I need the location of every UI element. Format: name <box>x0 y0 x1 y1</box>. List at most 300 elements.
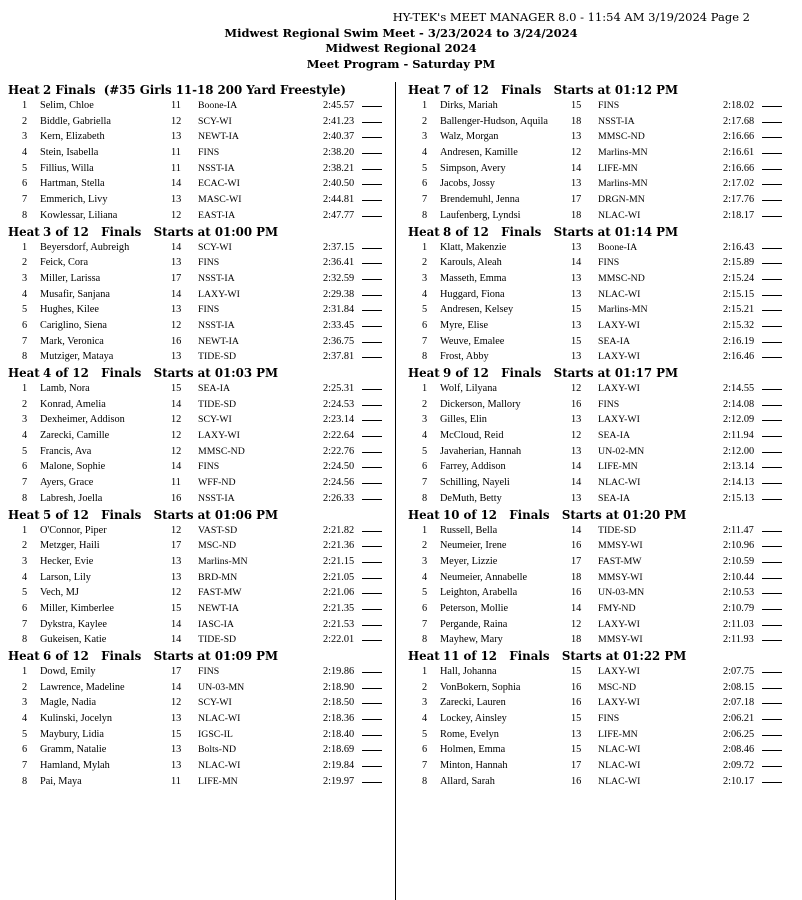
swimmer-age: 12 <box>171 445 182 457</box>
team-code: FAST-MW <box>198 587 242 599</box>
final-time-blank <box>362 334 382 343</box>
seed-time: 2:10.96 <box>723 540 755 552</box>
heat-title <box>408 507 793 523</box>
final-time-blank <box>362 129 382 138</box>
swimmer-row <box>408 695 793 711</box>
swimmer-age: 12 <box>171 209 182 221</box>
swimmer-row <box>408 758 793 774</box>
swimmer-row <box>8 381 393 397</box>
lane-number: 2 <box>422 540 428 552</box>
heat-label: Heat <box>8 83 40 97</box>
seed-time: 2:15.13 <box>723 492 755 504</box>
seed-time: 2:06.25 <box>723 728 755 740</box>
lane-number: 5 <box>422 728 428 740</box>
final-time-blank <box>362 176 382 185</box>
swimmer-row <box>8 475 393 491</box>
lane-number: 4 <box>22 288 28 300</box>
swimmer-age: 14 <box>571 257 582 269</box>
swimmer-name: Dykstra, Kaylee <box>40 618 107 630</box>
swimmer-age: 16 <box>571 681 582 693</box>
final-time-blank <box>762 570 782 579</box>
swimmer-age: 14 <box>571 162 582 174</box>
team-code: SEA-IA <box>598 335 631 347</box>
swimmer-age: 14 <box>171 398 182 410</box>
swimmer-age: 17 <box>171 540 182 552</box>
final-time-blank <box>762 381 782 390</box>
final-time-blank <box>762 161 782 170</box>
seed-time: 2:17.76 <box>723 194 755 206</box>
swimmer-age: 14 <box>171 461 182 473</box>
final-time-blank <box>362 758 382 767</box>
swimmer-age: 15 <box>171 728 182 740</box>
swimmer-name: Klatt, Makenzie <box>440 241 507 253</box>
swimmer-age: 12 <box>171 319 182 331</box>
swimmer-age: 13 <box>171 351 182 363</box>
swimmer-row <box>408 632 793 648</box>
swimmer-row <box>8 758 393 774</box>
heat-label: Heat <box>8 649 40 663</box>
heat-block <box>408 224 793 366</box>
seed-time: 2:11.03 <box>723 618 754 630</box>
swimmer-name: Pergande, Raina <box>440 618 508 630</box>
team-code: ECAC-WI <box>198 178 240 190</box>
swimmer-age: 15 <box>571 100 582 111</box>
heat-block <box>8 507 393 649</box>
swimmer-name: Zarecki, Camille <box>40 430 110 442</box>
team-code: MMSY-WI <box>598 571 643 583</box>
final-time-blank <box>362 145 382 154</box>
seed-time: 2:15.24 <box>723 272 755 284</box>
swimmer-name: Schilling, Nayeli <box>440 477 510 489</box>
swimmer-name: Kowlessar, Liliana <box>40 209 118 221</box>
final-time-blank <box>762 680 782 689</box>
meet-title: Midwest Regional Swim Meet - 3/23/2024 to 3/24/2024 <box>224 26 578 40</box>
team-code: LAXY-WI <box>198 430 240 442</box>
swimmer-row <box>408 601 793 617</box>
swimmer-age: 14 <box>171 288 182 300</box>
team-code: NEWT-IA <box>198 131 239 143</box>
seed-time: 2:21.82 <box>323 524 355 536</box>
swimmer-age: 17 <box>171 666 182 677</box>
final-time-blank <box>362 381 382 390</box>
heat-description: 5 of 12 Finals Starts at 01:06 PM <box>43 507 279 522</box>
lane-number: 2 <box>22 681 28 693</box>
heat-description: 9 of 12 Finals Starts at 01:17 PM <box>443 366 679 380</box>
swimmer-row <box>8 271 393 287</box>
swimmer-name: Miller, Larissa <box>40 272 101 284</box>
swimmer-name: Rome, Evelyn <box>440 728 499 740</box>
swimmer-age: 13 <box>171 304 182 316</box>
swimmer-row <box>408 176 793 192</box>
team-code: NLAC-WI <box>598 288 641 300</box>
swimmer-name: Hecker, Evie <box>40 555 94 567</box>
lane-number: 3 <box>22 272 28 284</box>
seed-time: 2:31.84 <box>323 304 355 316</box>
swimmer-name: Myre, Elise <box>440 319 489 331</box>
team-code: FINS <box>598 257 620 269</box>
team-code: MMSC-ND <box>598 272 645 284</box>
swimmer-row <box>408 349 793 365</box>
swimmer-row <box>8 491 393 507</box>
swimmer-row <box>8 711 393 727</box>
swimmer-name: Andresen, Kamille <box>440 147 518 159</box>
team-code: FINS <box>198 257 220 269</box>
swimmer-name: Biddle, Gabriella <box>40 115 111 127</box>
swimmer-name: Magle, Nadia <box>40 697 97 709</box>
swimmer-age: 16 <box>171 492 182 504</box>
seed-time: 2:06.21 <box>723 713 755 725</box>
seed-time: 2:13.14 <box>723 461 755 473</box>
final-time-blank <box>362 271 382 280</box>
lane-number: 2 <box>22 115 28 127</box>
heat-title <box>8 365 393 381</box>
final-time-blank <box>362 711 382 720</box>
swimmer-age: 13 <box>171 744 182 756</box>
heat-description: 4 of 12 Finals Starts at 01:03 PM <box>43 366 279 380</box>
seed-time: 2:25.31 <box>323 383 355 394</box>
lane-number: 2 <box>422 398 428 410</box>
swimmer-age: 15 <box>171 602 182 614</box>
final-time-blank <box>762 412 782 421</box>
swimmer-row <box>408 114 793 130</box>
seed-time: 2:33.45 <box>323 319 355 331</box>
swimmer-age: 18 <box>571 571 582 583</box>
final-time-blank <box>762 255 782 264</box>
swimmer-age: 13 <box>171 713 182 725</box>
team-code: FINS <box>598 713 620 725</box>
seed-time: 2:37.15 <box>323 241 355 253</box>
lane-number: 8 <box>422 492 428 504</box>
swimmer-name: Farrey, Addison <box>440 461 506 473</box>
lane-number: 5 <box>22 587 28 599</box>
swimmer-name: Holmen, Emma <box>440 744 506 756</box>
swimmer-name: Simpson, Avery <box>440 162 506 174</box>
lane-number: 6 <box>422 602 428 614</box>
seed-time: 2:36.75 <box>323 335 355 347</box>
final-time-blank <box>762 632 782 641</box>
swimmer-name: Emmerich, Livy <box>40 194 108 206</box>
final-time-blank <box>362 349 382 358</box>
final-time-blank <box>762 554 782 563</box>
team-code: MSC-ND <box>198 540 237 552</box>
swimmer-row <box>408 145 793 161</box>
swimmer-age: 12 <box>171 524 182 536</box>
final-time-blank <box>762 192 782 201</box>
swimmer-age: 13 <box>171 257 182 269</box>
lane-number: 6 <box>22 744 28 756</box>
swimmer-row <box>408 255 793 271</box>
heat-description: 3 of 12 Finals Starts at 01:00 PM <box>43 224 279 239</box>
heat-block <box>8 365 393 507</box>
lane-number: 3 <box>422 272 428 284</box>
lane-number: 7 <box>22 335 28 347</box>
seed-time: 2:40.50 <box>323 178 355 190</box>
team-code: VAST-SD <box>198 524 238 536</box>
swimmer-row <box>408 617 793 633</box>
swimmer-row <box>8 349 393 365</box>
swimmer-age: 17 <box>571 760 582 772</box>
seed-time: 2:24.53 <box>323 398 355 410</box>
swimmer-row <box>408 318 793 334</box>
heat-description: 8 of 12 Finals Starts at 01:14 PM <box>443 224 679 239</box>
final-time-blank <box>362 680 382 689</box>
final-time-blank <box>762 523 782 532</box>
final-time-blank <box>762 428 782 437</box>
lane-number: 6 <box>22 602 28 614</box>
seed-time: 2:11.94 <box>723 430 754 442</box>
swimmer-row <box>408 523 793 539</box>
lane-number: 2 <box>422 115 428 127</box>
swimmer-name: Dexheimer, Addison <box>40 414 125 426</box>
team-code: LAXY-WI <box>598 383 640 394</box>
swimmer-row <box>408 570 793 586</box>
swimmer-age: 13 <box>571 414 582 426</box>
seed-time: 2:16.66 <box>723 131 755 143</box>
swimmer-age: 16 <box>571 540 582 552</box>
seed-time: 2:21.15 <box>323 555 355 567</box>
seed-time: 2:18.40 <box>323 728 355 740</box>
team-code: MSC-ND <box>598 681 637 693</box>
seed-time: 2:18.17 <box>723 209 755 221</box>
team-code: NLAC-WI <box>598 760 641 772</box>
swimmer-name: Gilles, Elin <box>440 414 487 426</box>
lane-number: 1 <box>22 241 28 253</box>
team-code: Boone-IA <box>198 100 238 111</box>
final-time-blank <box>762 585 782 594</box>
final-time-blank <box>362 240 382 249</box>
swimmer-name: Kern, Elizabeth <box>40 131 105 143</box>
final-time-blank <box>762 774 782 783</box>
seed-time: 2:15.15 <box>723 288 755 300</box>
team-code: Marlins-MN <box>198 555 248 567</box>
team-code: BRD-MN <box>198 571 238 583</box>
swimmer-age: 13 <box>171 131 182 143</box>
lane-number: 1 <box>422 383 428 394</box>
swimmer-row <box>408 491 793 507</box>
team-code: SCY-WI <box>198 241 232 253</box>
swimmer-name: Feick, Cora <box>40 257 89 269</box>
swimmer-age: 13 <box>571 272 582 284</box>
seed-time: 2:16.61 <box>723 147 755 159</box>
swimmer-age: 12 <box>171 587 182 599</box>
final-time-blank <box>762 240 782 249</box>
swimmer-row <box>8 287 393 303</box>
swimmer-age: 15 <box>571 335 582 347</box>
team-code: LAXY-WI <box>198 288 240 300</box>
swimmer-name: O'Connor, Piper <box>40 524 107 536</box>
team-code: FAST-MW <box>598 555 642 567</box>
swimmer-age: 13 <box>571 351 582 363</box>
swimmer-age: 16 <box>571 697 582 709</box>
final-time-blank <box>362 774 382 783</box>
swimmer-row <box>408 538 793 554</box>
swimmer-row <box>408 240 793 256</box>
seed-time: 2:41.23 <box>323 115 355 127</box>
final-time-blank <box>362 397 382 406</box>
swimmer-age: 13 <box>171 760 182 772</box>
lane-number: 1 <box>22 524 28 536</box>
final-time-blank <box>762 727 782 736</box>
team-code: FINS <box>198 147 220 159</box>
lane-number: 8 <box>422 351 428 363</box>
swimmer-row <box>408 727 793 743</box>
seed-time: 2:14.13 <box>723 477 755 489</box>
swimmer-age: 18 <box>571 115 582 127</box>
seed-time: 2:16.46 <box>723 351 755 363</box>
team-code: LAXY-WI <box>598 666 640 677</box>
swimmer-row <box>8 570 393 586</box>
final-time-blank <box>762 742 782 751</box>
lane-number: 3 <box>22 131 28 143</box>
heat-label: Heat <box>408 366 440 380</box>
swimmer-name: Neumeier, Annabelle <box>440 571 528 583</box>
seed-time: 2:19.86 <box>323 666 355 677</box>
lane-number: 4 <box>422 430 428 442</box>
final-time-blank <box>762 601 782 610</box>
team-code: NEWT-IA <box>198 602 239 614</box>
swimmer-name: Musafir, Sanjana <box>40 288 110 300</box>
lane-number: 4 <box>22 147 28 159</box>
swimmer-row <box>408 428 793 444</box>
lane-number: 6 <box>422 744 428 756</box>
swimmer-age: 16 <box>571 775 582 787</box>
swimmer-name: Larson, Lily <box>40 571 91 583</box>
swimmer-name: Francis, Ava <box>40 445 92 457</box>
seed-time: 2:21.53 <box>323 618 355 630</box>
lane-number: 4 <box>22 430 28 442</box>
swimmer-name: Hamland, Mylah <box>40 760 110 772</box>
seed-time: 2:18.02 <box>723 100 755 111</box>
team-code: MMSC-ND <box>598 131 645 143</box>
seed-time: 2:14.55 <box>723 383 755 394</box>
swimmer-row <box>8 727 393 743</box>
swimmer-name: Laufenberg, Lyndsi <box>440 209 521 221</box>
swimmer-row <box>8 302 393 318</box>
lane-number: 3 <box>22 414 28 426</box>
team-code: NSST-IA <box>198 319 235 331</box>
swimmer-row <box>8 318 393 334</box>
swimmer-age: 15 <box>571 744 582 756</box>
seed-time: 2:12.00 <box>723 445 755 457</box>
swimmer-name: Hughes, Kilee <box>40 304 99 316</box>
seed-time: 2:07.75 <box>723 666 755 677</box>
team-code: MASC-WI <box>198 194 242 206</box>
team-code: SEA-IA <box>598 430 631 442</box>
final-time-blank <box>762 491 782 500</box>
seed-time: 2:19.84 <box>323 760 355 772</box>
final-time-blank <box>362 727 382 736</box>
team-code: UN-03-MN <box>598 587 645 599</box>
seed-time: 2:11.47 <box>723 524 754 536</box>
seed-time: 2:18.36 <box>323 713 355 725</box>
swimmer-age: 13 <box>171 571 182 583</box>
team-code: TIDE-SD <box>198 634 237 646</box>
lane-number: 2 <box>22 540 28 552</box>
final-time-blank <box>762 114 782 123</box>
swimmer-age: 15 <box>571 666 582 677</box>
heat-block <box>408 365 793 507</box>
swimmer-name: Zarecki, Lauren <box>440 697 506 709</box>
seed-time: 2:21.36 <box>323 540 355 552</box>
swimmer-age: 13 <box>171 194 182 206</box>
seed-time: 2:32.59 <box>323 272 355 284</box>
heat-block <box>8 224 393 366</box>
swimmer-age: 13 <box>571 178 582 190</box>
seed-time: 2:12.09 <box>723 414 755 426</box>
final-time-blank <box>362 208 382 217</box>
swimmer-name: Gramm, Natalie <box>40 744 107 756</box>
swimmer-row <box>8 176 393 192</box>
team-code: IASC-IA <box>198 618 234 630</box>
seed-time: 2:10.17 <box>723 775 755 787</box>
lane-number: 2 <box>22 257 28 269</box>
swimmer-name: Selim, Chloe <box>40 100 94 111</box>
final-time-blank <box>362 538 382 547</box>
team-code: FINS <box>198 461 220 473</box>
program-title: Meet Program - Saturday PM <box>306 57 496 71</box>
team-code: NLAC-WI <box>598 744 641 756</box>
swimmer-name: Labresh, Joella <box>40 492 103 504</box>
lane-number: 7 <box>422 477 428 489</box>
swimmer-name: Wolf, Lilyana <box>440 383 497 394</box>
lane-number: 7 <box>422 335 428 347</box>
swimmer-name: Karouls, Aleah <box>440 257 502 269</box>
swimmer-row <box>8 459 393 475</box>
team-code: FINS <box>598 398 620 410</box>
swimmer-age: 17 <box>171 272 182 284</box>
lane-number: 1 <box>22 100 28 111</box>
lane-number: 1 <box>22 383 28 394</box>
swimmer-row <box>8 161 393 177</box>
final-time-blank <box>762 287 782 296</box>
seed-time: 2:23.14 <box>323 414 355 426</box>
swimmer-row <box>408 397 793 413</box>
seed-time: 2:10.79 <box>723 602 755 614</box>
swimmer-row <box>8 585 393 601</box>
swimmer-age: 14 <box>171 618 182 630</box>
seed-time: 2:22.64 <box>323 430 355 442</box>
swimmer-row <box>408 381 793 397</box>
swimmer-age: 14 <box>571 602 582 614</box>
seed-time: 2:08.46 <box>723 744 755 756</box>
swimmer-age: 13 <box>171 555 182 567</box>
seed-time: 2:29.38 <box>323 288 355 300</box>
swimmer-name: Leighton, Arabella <box>440 587 518 599</box>
swimmer-name: Kulinski, Jocelyn <box>40 713 113 725</box>
swimmer-row <box>408 98 793 114</box>
swimmer-row <box>408 475 793 491</box>
swimmer-row <box>8 680 393 696</box>
team-code: SCY-WI <box>198 115 232 127</box>
final-time-blank <box>762 711 782 720</box>
lane-number: 7 <box>22 194 28 206</box>
swimmer-row <box>408 664 793 680</box>
swimmer-row <box>8 523 393 539</box>
final-time-blank <box>762 318 782 327</box>
swimmer-row <box>408 444 793 460</box>
seed-time: 2:21.06 <box>323 587 355 599</box>
swimmer-age: 11 <box>171 100 181 111</box>
swimmer-row <box>8 695 393 711</box>
team-code: MMSY-WI <box>598 540 643 552</box>
swimmer-row <box>8 114 393 130</box>
swimmer-row <box>408 412 793 428</box>
swimmer-row <box>408 271 793 287</box>
swimmer-row <box>8 428 393 444</box>
swimmer-row <box>408 742 793 758</box>
lane-number: 2 <box>422 681 428 693</box>
team-code: NLAC-WI <box>198 760 241 772</box>
